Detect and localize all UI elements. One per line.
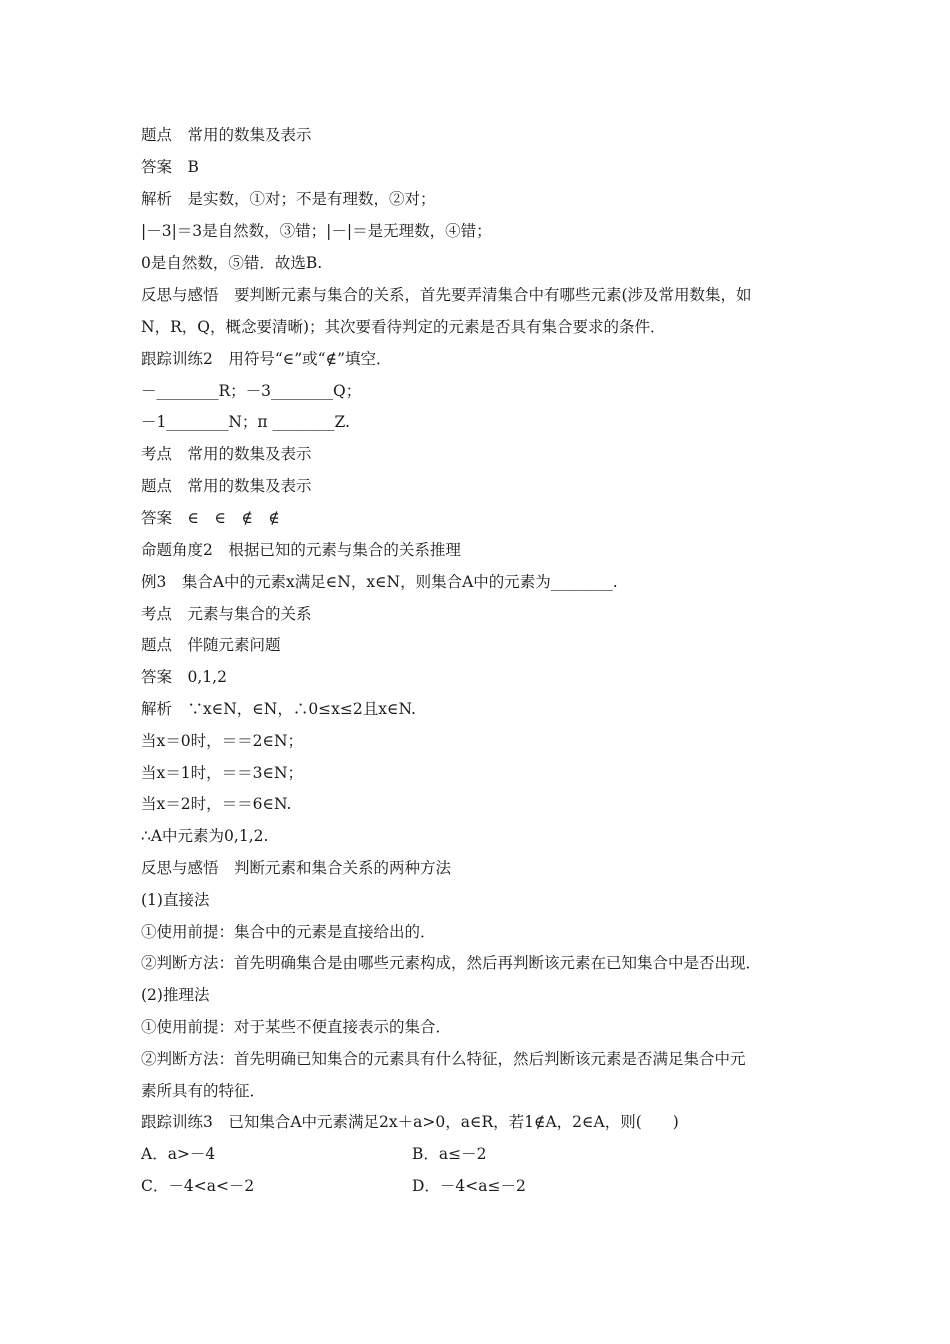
text-line: 反思与感悟 要判断元素与集合的关系，首先要弄清集合中有哪些元素(涉及常用数集，如: [141, 286, 752, 304]
text-line: ②判断方法：首先明确已知集合的元素具有什么特征，然后判断该元素是否满足集合中元: [141, 1050, 746, 1068]
text-line: 当x＝1时，＝＝3∈N；: [141, 764, 304, 782]
text-line: 跟踪训练2 用符号“∈”或“∉”填空．: [141, 350, 392, 368]
option-d: D．－4<a≤－2: [412, 1177, 526, 1195]
text-line: 题点 伴随元素问题: [141, 636, 281, 654]
text-line: 跟踪训练3 已知集合A中元素满足2x＋a>0，a∈R，若1∉A，2∈A，则( ): [141, 1113, 679, 1131]
text-line: 解析 ∵x∈N，∈N，∴0≤x≤2且x∈N.: [141, 700, 416, 718]
text-line: ①使用前提：集合中的元素是直接给出的．: [141, 923, 436, 941]
text-line: 0是自然数，⑤错．故选B.: [141, 254, 323, 272]
text-line: ②判断方法：首先明确集合是由哪些元素构成，然后再判断该元素在已知集合中是否出现．: [141, 954, 762, 972]
option-c: C．－4<a<－2: [141, 1177, 255, 1195]
text-line: －1________N；π ________Z.: [141, 413, 350, 431]
text-line: 答案 0,1,2: [141, 668, 227, 686]
text-line: 命题角度2 根据已知的元素与集合的关系推理: [141, 541, 461, 559]
text-line: 题点 常用的数集及表示: [141, 477, 312, 495]
text-line: ①使用前提：对于某些不便直接表示的集合．: [141, 1018, 452, 1036]
text-line: 素所具有的特征．: [141, 1082, 266, 1100]
text-line: 题点 常用的数集及表示: [141, 126, 312, 144]
option-b: B．a≤－2: [412, 1145, 487, 1163]
text-line: 考点 常用的数集及表示: [141, 445, 312, 463]
text-line: 当x＝2时，＝＝6∈N.: [141, 795, 292, 813]
text-line: ∴A中元素为0,1,2.: [141, 827, 269, 845]
text-line: (1)直接法: [141, 891, 210, 909]
text-line: 反思与感悟 判断元素和集合关系的两种方法: [141, 859, 452, 877]
text-line: |－3|＝3是自然数，③错；|－|＝是无理数，④错；: [141, 222, 492, 240]
text-line: －________R；－3________Q；: [141, 382, 362, 400]
text-line: (2)推理法: [141, 986, 210, 1004]
text-line: N，R，Q，概念要清晰)；其次要看待判定的元素是否具有集合要求的条件．: [141, 318, 666, 336]
text-line: 答案 B: [141, 158, 199, 176]
text-line: 例3 集合A中的元素x满足∈N，x∈N，则集合A中的元素为________.: [141, 573, 618, 591]
text-line: 考点 元素与集合的关系: [141, 605, 312, 623]
option-a: A．a>－4: [141, 1145, 216, 1163]
text-line: 答案 ∈ ∈ ∉ ∉: [141, 509, 280, 527]
text-line: 解析 是实数，①对；不是有理数，②对；: [141, 190, 436, 208]
text-line: 当x＝0时，＝＝2∈N；: [141, 732, 304, 750]
